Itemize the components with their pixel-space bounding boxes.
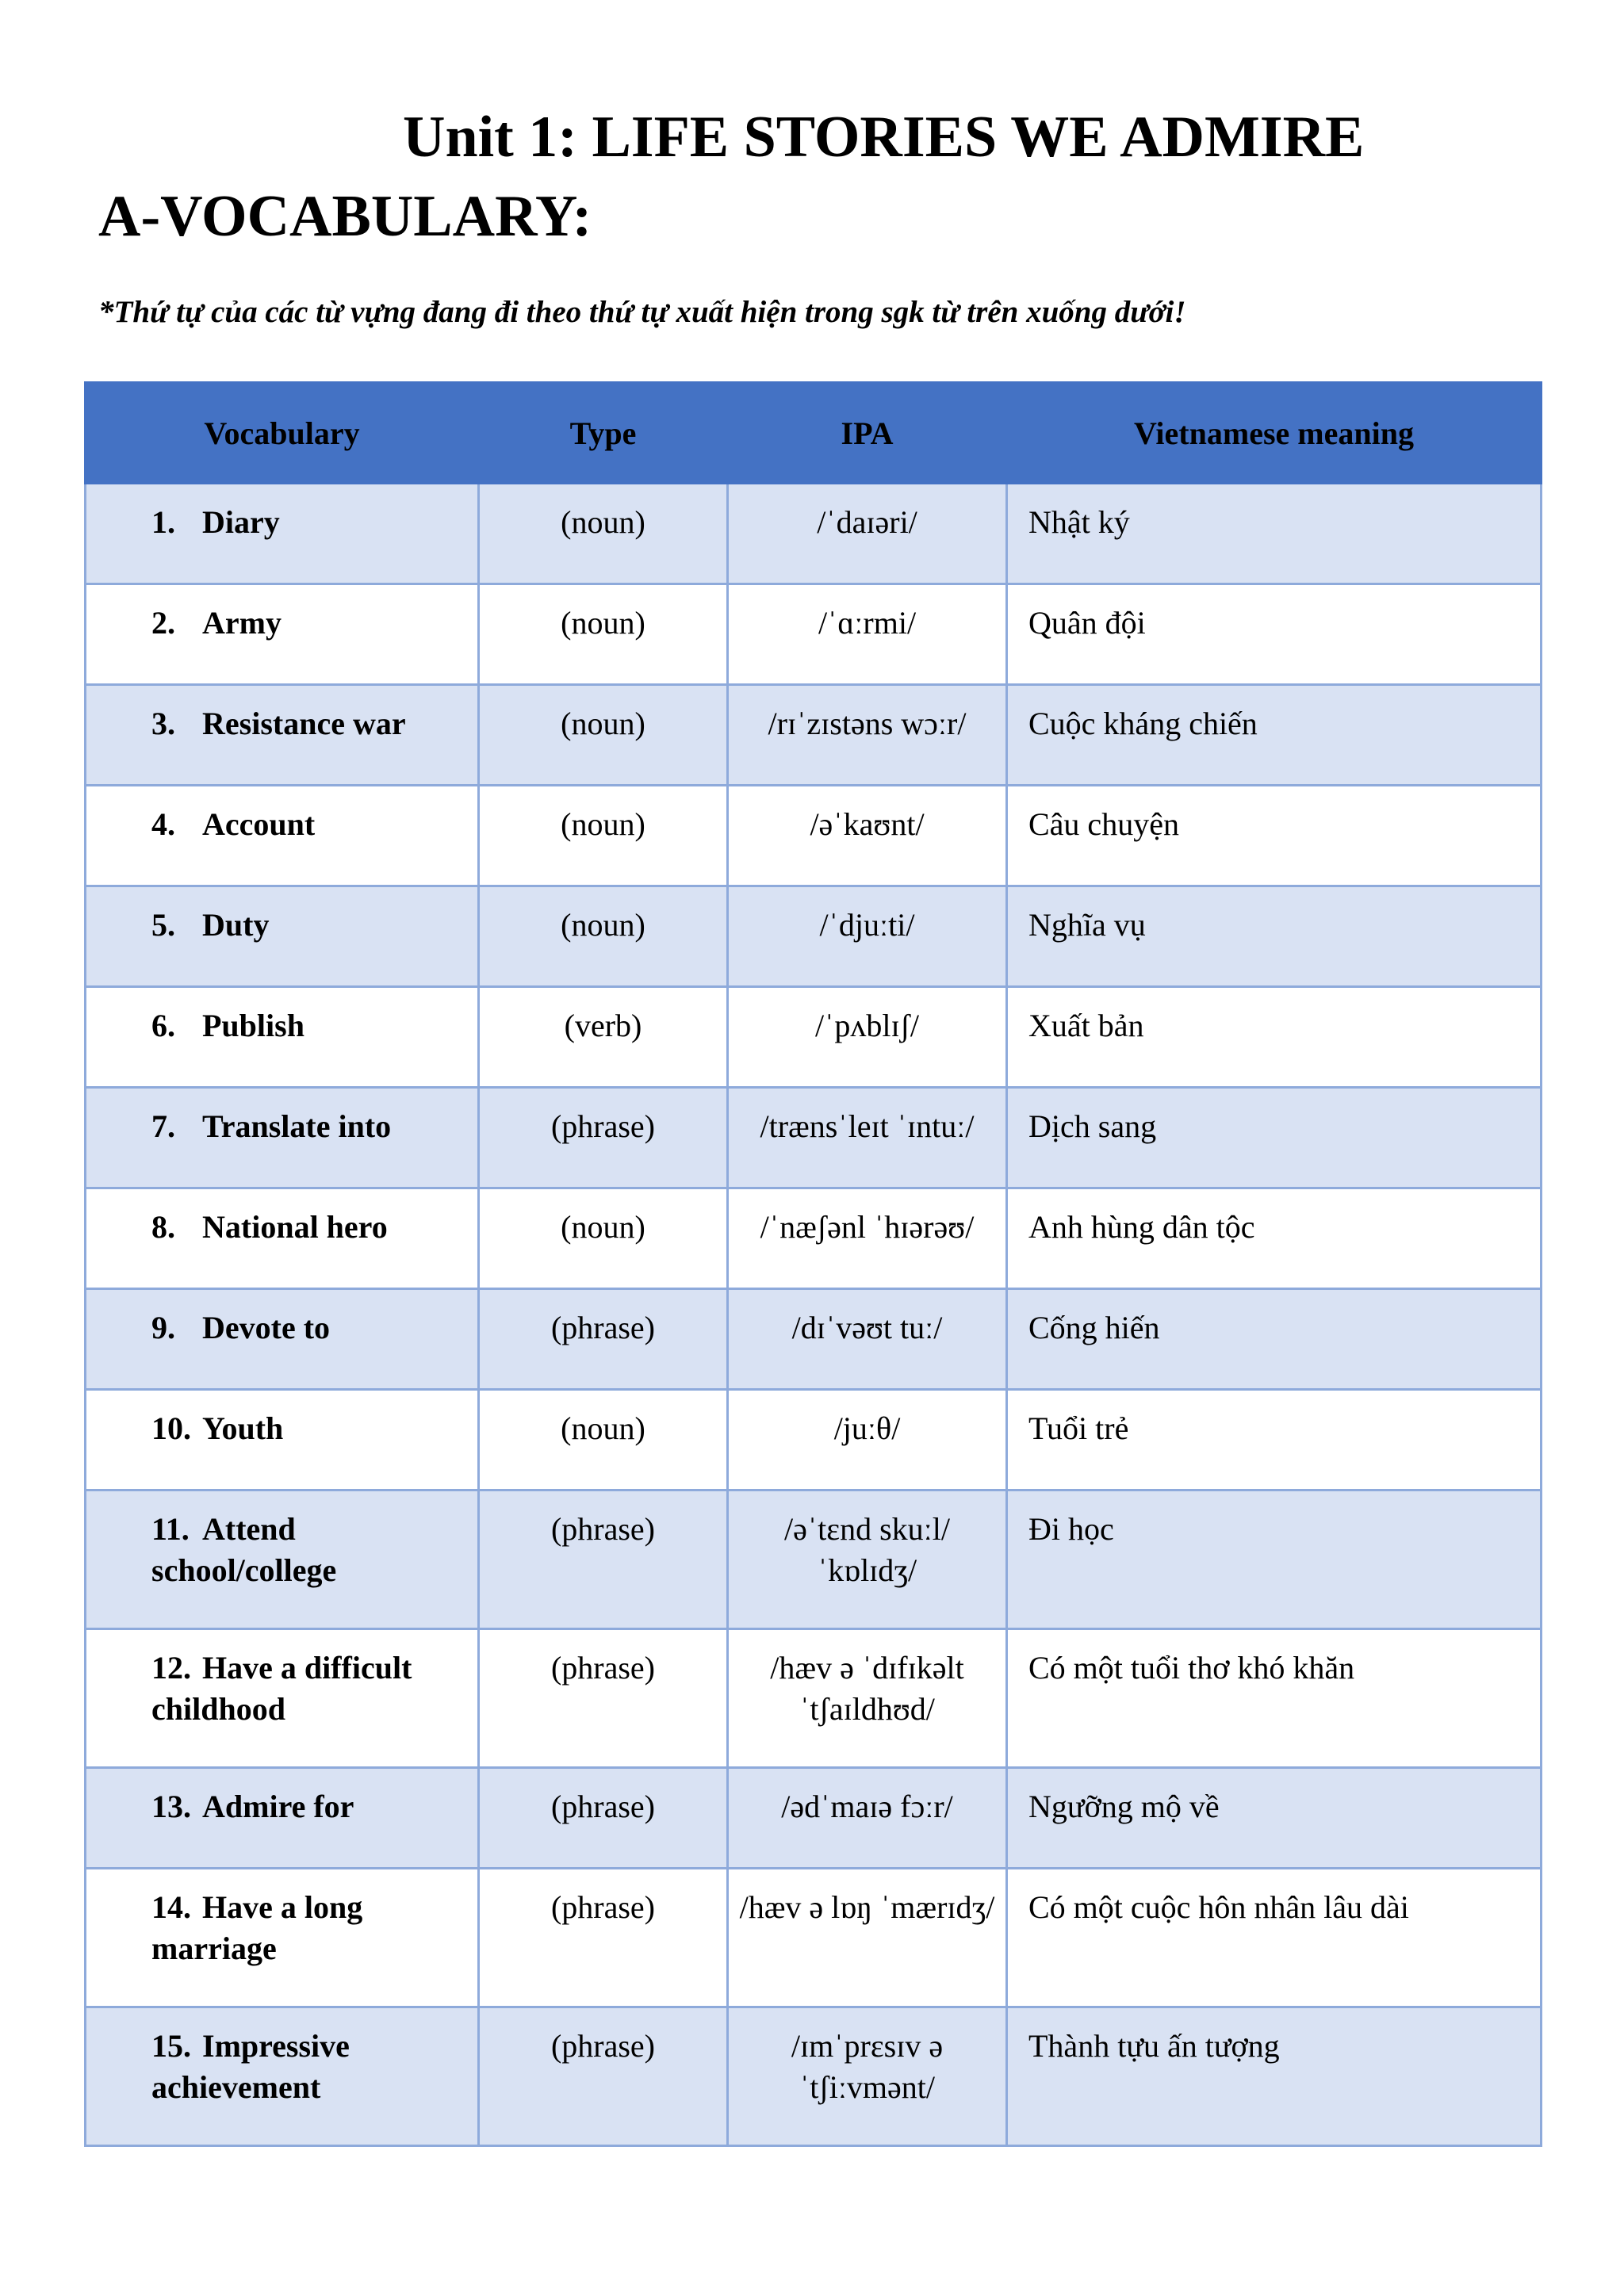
vietnamese-meaning: Thành tựu ấn tượng [1007,2007,1542,2146]
vocab-word-cell [86,786,479,886]
vocab-word-cell [86,2007,479,2146]
row-number: 4. [151,806,175,842]
vocab-word: Army [202,605,282,641]
word-type: (phrase) [479,1629,728,1768]
ipa-transcription: /əˈkaʊnt/ [728,786,1007,886]
ipa-transcription: /hæv ə ˈdɪfɪkəlt ˈtʃaɪldhʊd/ [728,1629,1007,1768]
row-number: 7. [151,1108,175,1144]
word-type: (phrase) [479,1490,728,1629]
vocab-word: Have a difficult childhood [151,1650,412,1727]
table-header-row [86,383,1542,484]
vocab-word: Diary [202,504,280,540]
ipa-transcription: /ədˈmaɪə fɔːr/ [728,1768,1007,1869]
header-vietnamese-meaning: Vietnamese meaning [1007,383,1542,484]
ipa-transcription: /ˈnæʃənl ˈhɪərəʊ/ [728,1188,1007,1289]
row-number: 14. [151,1889,191,1925]
ipa-transcription: /juːθ/ [728,1390,1007,1490]
table-row [86,484,1542,584]
table-row [86,1869,1542,2007]
vocab-word: Duty [202,907,270,943]
ipa-transcription: /ˈpʌblɪʃ/ [728,987,1007,1088]
row-number: 5. [151,907,175,943]
word-type: (noun) [479,484,728,584]
word-type: (verb) [479,987,728,1088]
row-number: 3. [151,706,175,741]
vocab-word-cell [86,886,479,987]
table-row [86,1629,1542,1768]
table-row [86,987,1542,1088]
vocab-word-cell [86,584,479,685]
vocab-word: Resistance war [202,706,406,741]
vietnamese-meaning: Đi học [1007,1490,1542,1629]
table-row [86,2007,1542,2146]
row-number: 2. [151,605,175,641]
table-row [86,1390,1542,1490]
table-row [86,685,1542,786]
ipa-transcription: /trænsˈleɪt ˈɪntuː/ [728,1088,1007,1188]
vietnamese-meaning: Nhật ký [1007,484,1542,584]
word-type: (phrase) [479,1768,728,1869]
vocab-word: Devote to [202,1310,331,1345]
table-row [86,1289,1542,1390]
row-number: 11. [151,1511,190,1547]
row-number: 12. [151,1650,191,1686]
word-type: (noun) [479,584,728,685]
vocab-word-cell [86,987,479,1088]
vocab-word: Publish [202,1008,304,1043]
word-type: (phrase) [479,1289,728,1390]
ipa-transcription: /rɪˈzɪstəns wɔːr/ [728,685,1007,786]
vietnamese-meaning: Tuổi trẻ [1007,1390,1542,1490]
vocab-word: Admire for [202,1789,354,1824]
vietnamese-meaning: Có một tuổi thơ khó khăn [1007,1629,1542,1768]
vocab-word-cell [86,685,479,786]
vocab-word: National hero [202,1209,388,1245]
row-number: 6. [151,1008,175,1043]
ipa-transcription: /əˈtɛnd skuːl/ˈkɒlɪdʒ/ [728,1490,1007,1629]
ipa-transcription: /dɪˈvəʊt tuː/ [728,1289,1007,1390]
row-number: 9. [151,1310,175,1345]
header-type: Type [479,383,728,484]
vocab-word-cell [86,1088,479,1188]
vocab-word: Impressive achievement [151,2028,350,2105]
vietnamese-meaning: Xuất bản [1007,987,1542,1088]
table-row [86,584,1542,685]
vietnamese-meaning: Quân đội [1007,584,1542,685]
ipa-transcription: /ˈdjuːti/ [728,886,1007,987]
ipa-transcription: /ˈɑːrmi/ [728,584,1007,685]
row-number: 15. [151,2028,191,2064]
ordering-note: *Thứ tự của các từ vựng đang đi theo thứ tự xuất hiện trong sgk từ trên xuống dưới! [98,295,1186,329]
vietnamese-meaning: Nghĩa vụ [1007,886,1542,987]
vocab-word-cell [86,484,479,584]
header-vocabulary: Vocabulary [86,383,479,484]
vocab-word: Have a long marriage [151,1889,363,1966]
vietnamese-meaning: Có một cuộc hôn nhân lâu dài [1007,1869,1542,2007]
vocab-word: Account [202,806,316,842]
vietnamese-meaning: Cuộc kháng chiến [1007,685,1542,786]
vietnamese-meaning: Cống hiến [1007,1289,1542,1390]
vocab-word-cell [86,1768,479,1869]
row-number: 8. [151,1209,175,1245]
vietnamese-meaning: Câu chuyện [1007,786,1542,886]
table-row [86,1490,1542,1629]
table-row [86,886,1542,987]
table-row [86,1188,1542,1289]
vocab-word-cell [86,1390,479,1490]
vietnamese-meaning: Ngưỡng mộ về [1007,1768,1542,1869]
table-row [86,1088,1542,1188]
section-title: A-VOCABULARY: [98,184,592,249]
ipa-transcription: /ˈdaɪəri/ [728,484,1007,584]
word-type: (noun) [479,1390,728,1490]
word-type: (phrase) [479,2007,728,2146]
ipa-transcription: /ɪmˈprɛsɪv əˈtʃiːvmənt/ [728,2007,1007,2146]
vocab-word-cell [86,1869,479,2007]
vocab-word-cell [86,1188,479,1289]
word-type: (noun) [479,1188,728,1289]
vietnamese-meaning: Anh hùng dân tộc [1007,1188,1542,1289]
header-ipa: IPA [728,383,1007,484]
vocab-word-cell [86,1629,479,1768]
vocab-word-cell [86,1490,479,1629]
vocab-word: Youth [202,1410,284,1446]
ipa-transcription: /hæv ə lɒŋ ˈmærɪdʒ/ [728,1869,1007,2007]
word-type: (phrase) [479,1869,728,2007]
word-type: (noun) [479,786,728,886]
row-number: 1. [151,504,175,540]
vocab-word: Translate into [202,1108,392,1144]
vietnamese-meaning: Dịch sang [1007,1088,1542,1188]
table-row [86,786,1542,886]
row-number: 13. [151,1789,191,1824]
row-number: 10. [151,1410,191,1446]
word-type: (noun) [479,685,728,786]
word-type: (noun) [479,886,728,987]
vocab-word-cell [86,1289,479,1390]
vocabulary-table [84,381,1542,2147]
table-row [86,1768,1542,1869]
word-type: (phrase) [479,1088,728,1188]
page-title: Unit 1: LIFE STORIES WE ADMIRE [403,105,1365,170]
vocab-word: Attend school/college [151,1511,337,1588]
